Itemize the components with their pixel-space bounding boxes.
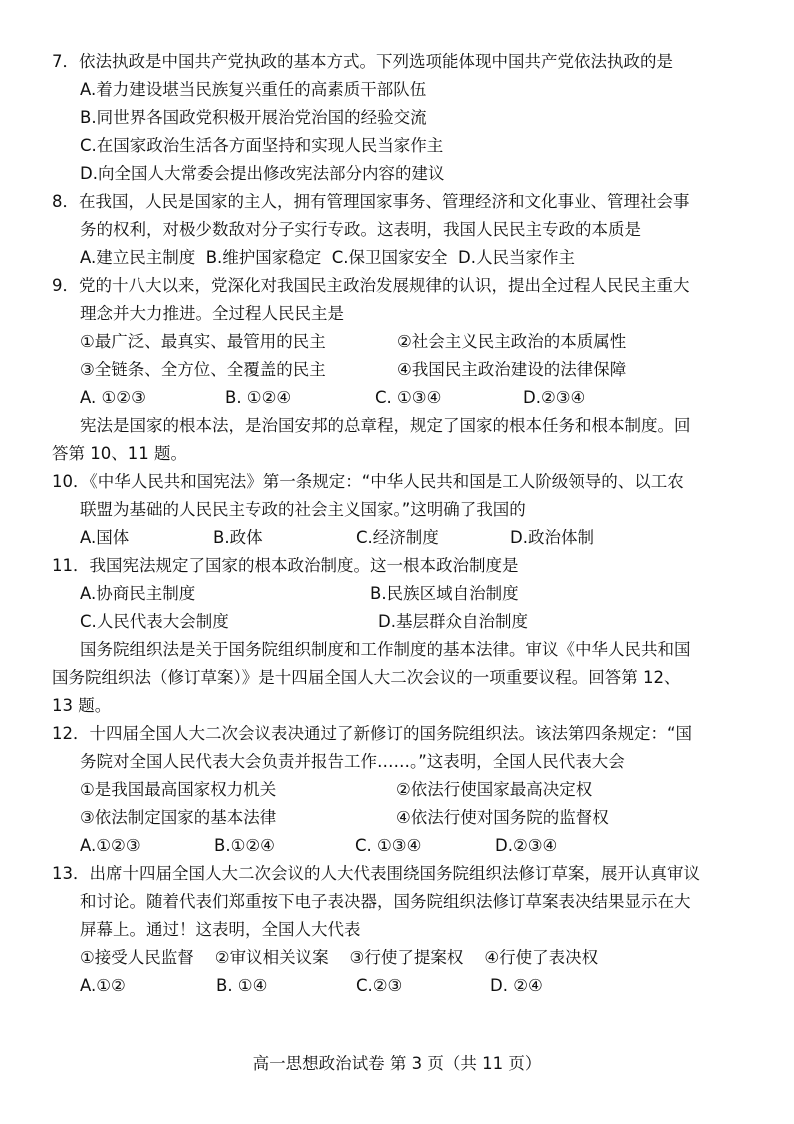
question-11-option-d: D.基层群众自治制度: [378, 612, 528, 631]
question-11-option-a: A.协商民主制度: [80, 584, 196, 603]
question-11-option-b: B.民族区域自治制度: [370, 584, 519, 603]
question-9-items-row-1: [52, 328, 756, 356]
question-9-option-b: B. ①②④: [225, 388, 292, 407]
question-13-stem-line-1: 13．出席十四届全国人大二次会议的人大代表围绕国务院组织法修订草案，展开认真审议: [52, 864, 700, 883]
question-9-item-1: ①最广泛、最真实、最管用的民主: [80, 332, 326, 351]
question-12-item-1: ①是我国最高国家权力机关: [80, 780, 277, 799]
question-8-options: A.建立民主制度 B.维护国家稳定 C.保卫国家安全 D.人民当家作主: [80, 248, 575, 267]
question-9-stem-line-2: 理念并大力推进。全过程人民民主是: [80, 304, 344, 323]
question-9-option-d: D.②③④: [523, 388, 586, 407]
question-13-stem-line-2: 和讨论。随着代表们郑重按下电子表决器，国务院组织法修订草案表决结果显示在大: [80, 892, 691, 911]
page-footer: 高一思想政治试卷 第 3 页（共 11 页）: [252, 1054, 542, 1073]
question-12-option-c: C. ①③④: [355, 836, 422, 855]
question-11-option-c: C.人民代表大会制度: [80, 612, 229, 631]
question-10-stem-line-2: 联盟为基础的人民民主专政的社会主义国家。”这明确了我国的: [80, 500, 526, 519]
question-11-stem: 11．我国宪法规定了国家的根本政治制度。这一根本政治制度是: [52, 556, 519, 575]
question-7-stem: 7．依法执政是中国共产党执政的基本方式。下列选项能体现中国共产党依法执政的是: [52, 52, 673, 71]
reading-intro-12-13-line-1: 国务院组织法是关于国务院组织制度和工作制度的基本法律。审议《中华人民共和国: [80, 640, 691, 659]
question-12-items-row-2: [52, 804, 756, 832]
question-10-stem-line-1: 10．《中华人民共和国宪法》第一条规定：“中华人民共和国是工人阶级领导的、以工农: [52, 472, 684, 491]
question-10-option-b: B.政体: [213, 528, 263, 547]
question-9-options: [52, 384, 756, 412]
question-12-option-a: A.①②③: [80, 836, 141, 855]
question-9-item-2: ②社会主义民主政治的本质属性: [397, 332, 627, 351]
question-12-item-4: ④依法行使对国务院的监督权: [396, 808, 609, 827]
question-9-option-c: C. ①③④: [375, 388, 442, 407]
question-8-stem-line-1: 8．在我国，人民是国家的主人，拥有管理国家事务、管理经济和文化事业、管理社会事: [52, 192, 690, 211]
reading-intro-10-11-line-1: 宪法是国家的根本法，是治国安邦的总章程，规定了国家的根本任务和根本制度。回: [80, 416, 691, 435]
question-12-item-3: ③依法制定国家的基本法律: [80, 808, 277, 827]
reading-intro-12-13-line-3: 13 题。: [52, 696, 112, 715]
question-12-stem-line-1: 12．十四届全国人大二次会议表决通过了新修订的国务院组织法。该法第四条规定：“国: [52, 724, 693, 743]
question-9-item-3: ③全链条、全方位、全覆盖的民主: [80, 360, 326, 379]
question-13-option-d: D. ②④: [490, 976, 543, 995]
question-13-option-b: B. ①④: [216, 976, 268, 995]
question-13-option-c: C.②③: [356, 976, 403, 995]
question-9-stem-line-1: 9．党的十八大以来，党深化对我国民主政治发展规律的认识，提出全过程人民民主重大: [52, 276, 690, 295]
reading-intro-10-11-line-2: 答第 10、11 题。: [52, 444, 187, 463]
page-content: [52, 48, 756, 1000]
question-12-stem-line-2: 务院对全国人民代表大会负责并报告工作……。”这表明，全国人民代表大会: [80, 752, 625, 771]
question-9-item-4: ④我国民主政治建设的法律保障: [397, 360, 627, 379]
question-12-options: [52, 832, 756, 860]
question-7-option-d: D.向全国人大常委会提出修改宪法部分内容的建议: [80, 164, 445, 183]
question-13-stem-line-3: 屏幕上。通过！这表明，全国人大代表: [80, 920, 361, 939]
question-10-option-a: A.国体: [80, 528, 130, 547]
question-7-option-a: A.着力建设堪当民族复兴重任的高素质干部队伍: [80, 80, 427, 99]
question-8-stem-line-2: 务的权利，对极少数敌对分子实行专政。这表明，我国人民民主专政的本质是: [80, 220, 641, 239]
question-9-items-row-2: [52, 356, 756, 384]
question-10-option-d: D.政治体制: [510, 528, 594, 547]
question-12-option-d: D.②③④: [495, 836, 558, 855]
reading-intro-12-13-line-2: 国务院组织法（修订草案）》是十四届全国人大二次会议的一项重要议程。回答第 12、: [52, 668, 681, 687]
question-13-items: ①接受人民监督 ②审议相关议案 ③行使了提案权 ④行使了表决权: [80, 948, 599, 967]
question-12-item-2: ②依法行使国家最高决定权: [396, 780, 593, 799]
question-13-options: [52, 972, 756, 1000]
question-13-option-a: A.①②: [80, 976, 126, 995]
question-7-option-c: C.在国家政治生活各方面坚持和实现人民当家作主: [80, 136, 444, 155]
question-12-items-row-1: [52, 776, 756, 804]
question-7-option-b: B.同世界各国政党积极开展治党治国的经验交流: [80, 108, 427, 127]
question-10-options: [52, 524, 756, 552]
question-12-option-b: B.①②④: [214, 836, 275, 855]
question-10-option-c: C.经济制度: [356, 528, 439, 547]
question-9-option-a: A. ①②③: [80, 388, 146, 407]
question-11-options-row-1: [52, 580, 756, 608]
question-11-options-row-2: [52, 608, 756, 636]
